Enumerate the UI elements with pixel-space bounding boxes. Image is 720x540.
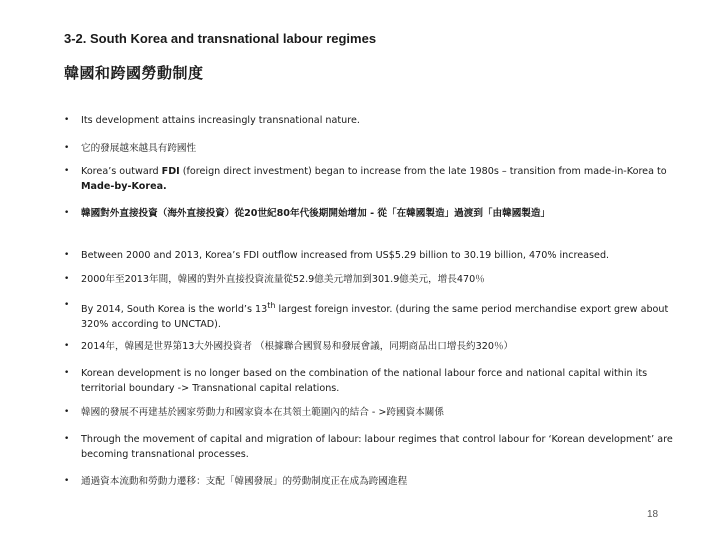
bullet-item (64, 339, 674, 354)
bullet-marker: • (64, 208, 70, 218)
bullet-marker: • (64, 143, 70, 153)
text-run: By 2014, South Korea is the world’s 13 (81, 304, 268, 316)
bullet-marker: • (64, 166, 70, 176)
bullet-item (64, 298, 674, 332)
bullet-marker: • (64, 434, 70, 444)
superscript: th (267, 301, 276, 310)
bullet-item (64, 248, 674, 263)
bullet-marker: • (64, 300, 70, 310)
bullet-marker: • (64, 341, 70, 351)
bullet-marker: • (64, 407, 70, 417)
bullet-text (81, 298, 674, 332)
text-run: Korea’s outward (81, 166, 162, 177)
bullet-item (64, 272, 674, 287)
bullet-item (64, 474, 674, 489)
slide-title: 3-2. South Korea and transnational labour regimes (64, 31, 377, 46)
text-run-bold: FDI (161, 166, 180, 177)
bullet-text: 2000年至2013年間，韓國的對外直接投資流量從52.9億美元增加到301.9億美元，增長470％ (81, 274, 485, 285)
bullet-marker: • (64, 368, 70, 378)
text-run: (foreign direct investment) began to increase from the late 1980s – transition from made-in-Korea to (179, 166, 667, 177)
text-run: largest foreign investor. (during the same period merchandise export grew about 320% according to UNCTAD). (81, 304, 669, 331)
bullet-item (64, 405, 674, 420)
text-run-bold: Made-by-Korea. (81, 181, 167, 192)
bullet-text: 它的發展越來越具有跨國性 (81, 143, 197, 154)
bullet-text: 韓國對外直接投資（海外直接投資）從20世紀80年代後期開始增加 - 從「在韓國製造」過渡到「由韓國製造」 (81, 208, 551, 219)
bullet-text: 韓國的發展不再建基於國家勞動力和國家資本在其領土範圍內的結合 - >跨國資本關係 (81, 407, 444, 418)
bullet-text: Through the movement of capital and migration of labour: labour regimes that control labour for ‘Korean development’ are becoming transnational processes. (81, 434, 673, 460)
bullet-item (64, 366, 674, 396)
bullet-item (64, 432, 674, 462)
bullet-item (64, 113, 674, 128)
bullet-item (64, 141, 674, 156)
bullet-text: 通過資本流動和勞動力遷移：支配「韓國發展」的勞動制度正在成為跨國進程 (81, 476, 408, 487)
bullet-item (64, 206, 674, 221)
bullet-text: 2014年，韓國是世界第13大外國投資者 （根據聯合國貿易和發展會議，同期商品出口增長約320％） (81, 341, 514, 352)
bullet-text: Between 2000 and 2013, Korea’s FDI outflow increased from US$5.29 billion to 30.19 billion, 470% increased. (81, 250, 610, 261)
bullet-marker: • (64, 274, 70, 284)
slide-subtitle: 韓國和跨國勞動制度 (64, 64, 204, 82)
bullet-text: Korean development is no longer based on the combination of the national labour force and national capital within its territorial boundary -> Transnational capital relations. (81, 368, 648, 394)
bullet-marker: • (64, 115, 70, 125)
bullet-marker: • (64, 476, 70, 486)
page-number: 18 (647, 509, 659, 520)
bullet-item (64, 164, 674, 194)
bullet-text: Its development attains increasingly transnational nature. (81, 115, 360, 126)
bullet-text (81, 164, 674, 194)
bullet-marker: • (64, 250, 70, 260)
